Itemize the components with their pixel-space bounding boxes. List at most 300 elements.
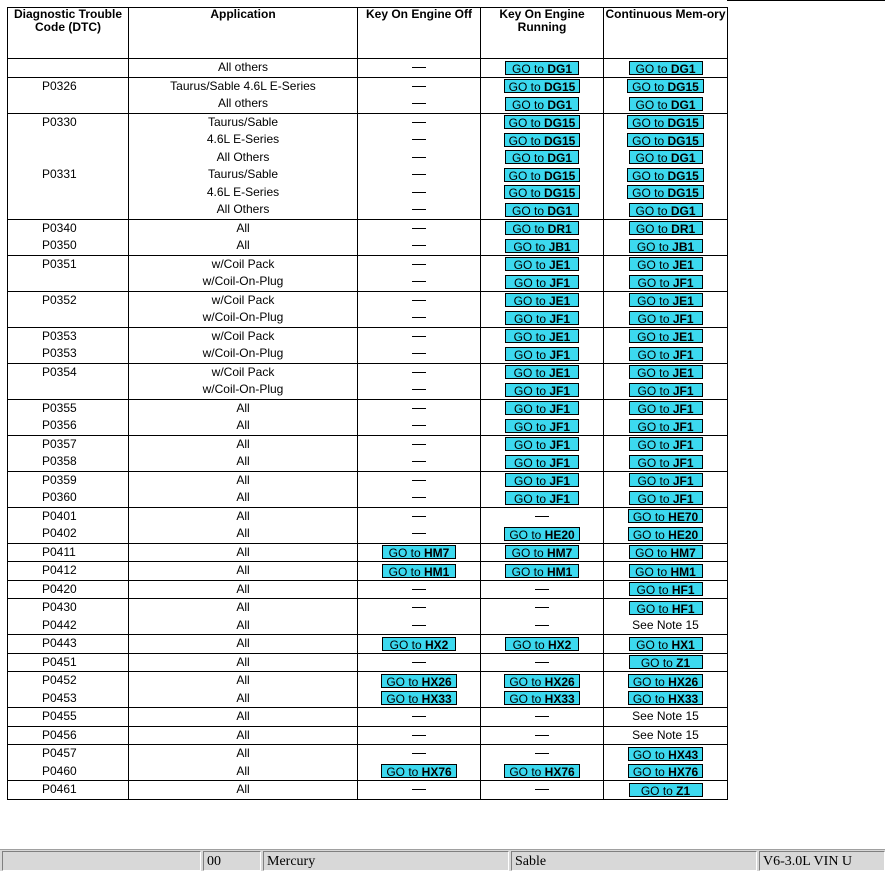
cell-line — [604, 617, 727, 635]
application-cell — [129, 653, 358, 672]
table-row — [8, 708, 728, 727]
go-to-link[interactable] — [629, 221, 703, 235]
dtc-code: P0461 — [42, 782, 77, 796]
go-to-link[interactable] — [628, 764, 703, 778]
dtc-code: P0355 — [42, 400, 77, 415]
go-prefix: GO to — [508, 133, 544, 148]
go-to-link[interactable] — [629, 601, 703, 615]
go-to-link[interactable] — [629, 564, 703, 578]
application-text: Taurus/Sable 4.6L E-Series — [170, 78, 316, 93]
dash-mark — [412, 209, 426, 210]
go-target: JF1 — [549, 474, 571, 489]
cell-line — [358, 345, 480, 363]
dash-mark — [412, 607, 426, 608]
go-target: JF1 — [672, 347, 694, 362]
dash-mark — [412, 533, 426, 534]
dtc-code: P0350 — [42, 238, 77, 252]
go-to-link[interactable] — [382, 637, 456, 651]
cell-line — [604, 400, 727, 418]
go-to-link[interactable] — [629, 419, 703, 433]
cell-line — [481, 525, 603, 543]
koer-cell — [481, 435, 604, 471]
cell-line — [481, 345, 603, 363]
go-prefix: GO to — [632, 674, 669, 689]
table-row — [8, 77, 728, 113]
go-to-link[interactable] — [504, 674, 579, 688]
cell-line — [358, 328, 480, 346]
application-cell — [129, 562, 358, 581]
cell-line — [604, 273, 727, 291]
cell-line — [481, 309, 603, 327]
dash-mark — [412, 139, 426, 140]
application-text: All — [236, 436, 250, 451]
koeo-cell — [358, 327, 481, 363]
application-text: Taurus/Sable — [207, 114, 279, 129]
dash-mark — [412, 461, 426, 462]
go-prefix: GO to — [637, 330, 673, 345]
go-to-link[interactable] — [505, 564, 579, 578]
cell-line — [358, 562, 480, 580]
dtc-code: P0331 — [42, 167, 77, 181]
koer-cell — [481, 59, 604, 78]
cell-line — [358, 599, 480, 617]
cell-line — [604, 472, 727, 490]
go-target: DR1 — [547, 222, 572, 237]
go-target: JE1 — [672, 258, 694, 273]
go-to-link[interactable] — [629, 257, 703, 271]
application-text: w/Coil Pack — [211, 328, 275, 343]
dash-mark — [412, 67, 426, 68]
go-to-link[interactable] — [505, 221, 579, 235]
go-target: JF1 — [549, 438, 571, 453]
go-to-link[interactable] — [629, 150, 703, 164]
dtc-cell — [8, 726, 129, 745]
go-target: HX26 — [544, 674, 575, 689]
application-text: w/Coil Pack — [211, 364, 275, 379]
application-text: All — [236, 526, 250, 540]
status-field-make: Mercury — [263, 851, 509, 871]
go-to-link[interactable] — [629, 383, 703, 397]
cell-line — [604, 763, 727, 781]
cell-line — [358, 78, 480, 96]
cell-line — [481, 417, 603, 435]
go-target: JF1 — [672, 419, 694, 434]
go-prefix: GO to — [509, 692, 545, 707]
dash-mark — [412, 300, 426, 301]
table-row — [8, 580, 728, 599]
cell-line — [481, 436, 603, 454]
go-target: JF1 — [549, 275, 571, 290]
go-to-link[interactable] — [505, 329, 579, 343]
table-row — [8, 507, 728, 543]
go-target: HE70 — [668, 510, 699, 525]
cell-line — [358, 544, 480, 562]
go-to-link[interactable] — [628, 527, 703, 541]
cell-line — [358, 131, 480, 149]
go-to-link[interactable] — [505, 401, 579, 415]
header-continuous-memory: Continuous Mem-ory — [604, 8, 728, 59]
go-target: HX26 — [668, 674, 699, 689]
dtc-code: P0357 — [42, 436, 77, 451]
status-field-code: 00 — [203, 851, 261, 871]
dtc-code: P0402 — [42, 526, 77, 540]
go-to-link[interactable] — [505, 97, 579, 111]
koer-cell — [481, 219, 604, 255]
go-to-link[interactable] — [629, 455, 703, 469]
go-to-link[interactable] — [505, 275, 579, 289]
go-prefix: GO to — [640, 656, 677, 671]
cell-line — [481, 781, 603, 799]
go-to-link[interactable] — [629, 203, 703, 217]
continuous-memory-cell — [604, 562, 728, 581]
application-cell — [129, 580, 358, 599]
dtc-code: P0330 — [42, 114, 77, 129]
go-target: HX76 — [668, 765, 699, 780]
go-to-link[interactable] — [629, 311, 703, 325]
continuous-memory-cell — [604, 255, 728, 291]
go-to-link[interactable] — [505, 545, 579, 559]
koer-cell — [481, 507, 604, 543]
dash-mark — [412, 753, 426, 754]
cell-line — [604, 184, 727, 202]
koeo-cell — [358, 471, 481, 507]
go-target: HX76 — [544, 765, 575, 780]
cell-line — [358, 525, 480, 543]
go-prefix: GO to — [511, 61, 548, 76]
cell-line — [358, 220, 480, 238]
go-to-link[interactable] — [504, 527, 579, 541]
continuous-memory-cell — [604, 781, 728, 800]
cell-line — [481, 95, 603, 113]
go-prefix: GO to — [637, 474, 673, 489]
go-to-link[interactable] — [382, 545, 456, 559]
koeo-cell — [358, 59, 481, 78]
cell-line — [604, 78, 727, 96]
go-target: DG15 — [667, 80, 699, 95]
dash-mark — [412, 716, 426, 717]
go-to-link[interactable] — [628, 747, 703, 761]
dash-mark — [412, 103, 426, 104]
go-prefix: GO to — [508, 168, 544, 183]
application-cell — [129, 255, 358, 291]
go-to-link[interactable] — [381, 691, 456, 705]
cell-line — [604, 131, 727, 149]
dtc-code — [8, 381, 128, 399]
go-target: DG1 — [547, 97, 573, 112]
dtc-cell — [8, 113, 129, 219]
go-prefix: GO to — [637, 455, 673, 470]
continuous-memory-cell — [604, 219, 728, 255]
go-to-link[interactable] — [629, 473, 703, 487]
go-to-link[interactable] — [504, 79, 581, 93]
go-prefix: GO to — [636, 601, 672, 616]
dtc-code: P0451 — [42, 654, 77, 669]
go-target: JF1 — [672, 474, 694, 489]
cell-line — [481, 131, 603, 149]
go-target: JF1 — [672, 455, 694, 470]
go-to-link[interactable] — [629, 401, 703, 415]
dtc-cell — [8, 77, 129, 113]
go-to-link[interactable] — [505, 257, 579, 271]
go-to-link[interactable] — [629, 365, 703, 379]
go-to-link[interactable] — [504, 764, 579, 778]
go-target: HM7 — [424, 546, 450, 561]
go-to-link[interactable] — [504, 115, 581, 129]
koer-cell — [481, 781, 604, 800]
application-text: All — [236, 418, 250, 432]
go-to-link[interactable] — [505, 203, 579, 217]
go-to-link[interactable] — [505, 365, 579, 379]
go-to-link[interactable] — [627, 133, 704, 147]
cell-line — [358, 672, 480, 690]
dtc-cell — [8, 745, 129, 781]
go-to-link[interactable] — [505, 311, 579, 325]
table-row — [8, 435, 728, 471]
go-to-link[interactable] — [505, 491, 579, 505]
go-target: HM1 — [670, 564, 696, 579]
go-prefix: GO to — [513, 402, 550, 417]
go-prefix: GO to — [509, 527, 545, 542]
cell-line — [604, 166, 727, 184]
go-to-link[interactable] — [504, 691, 579, 705]
go-prefix: GO to — [508, 80, 544, 95]
dtc-code: P0356 — [42, 418, 77, 432]
go-prefix: GO to — [389, 637, 425, 652]
go-target: HM1 — [424, 564, 450, 579]
go-prefix: GO to — [511, 151, 548, 166]
status-field-model: Sable — [511, 851, 757, 871]
go-target: DG15 — [543, 186, 576, 201]
dash-mark — [412, 317, 426, 318]
application-text: All — [236, 544, 250, 559]
dash-mark — [412, 425, 426, 426]
application-text: w/Coil Pack — [211, 256, 275, 271]
go-target: DR1 — [671, 222, 696, 237]
cell-line — [358, 617, 480, 635]
dash-mark — [412, 789, 426, 790]
go-prefix: GO to — [635, 203, 671, 218]
dash-mark — [535, 735, 549, 736]
cell-line — [604, 581, 727, 599]
go-target: JE1 — [548, 366, 571, 381]
go-target: HF1 — [671, 601, 695, 616]
application-cell — [129, 471, 358, 507]
dtc-code — [8, 59, 128, 77]
dtc-code: P0443 — [42, 636, 77, 650]
go-target: DG15 — [667, 133, 699, 148]
cell-line — [358, 59, 480, 77]
application-cell — [129, 59, 358, 78]
koeo-cell — [358, 507, 481, 543]
go-to-link[interactable] — [627, 185, 704, 199]
go-prefix: GO to — [640, 783, 677, 798]
go-to-link[interactable] — [629, 491, 703, 505]
koeo-cell — [358, 219, 481, 255]
go-to-link[interactable] — [629, 347, 703, 361]
go-to-link[interactable] — [505, 437, 579, 451]
go-prefix: GO to — [513, 311, 550, 326]
go-to-link[interactable] — [629, 275, 703, 289]
go-to-link[interactable] — [505, 473, 579, 487]
dtc-cell — [8, 562, 129, 581]
table-row — [8, 781, 728, 800]
go-to-link[interactable] — [629, 437, 703, 451]
go-to-link[interactable] — [629, 545, 703, 559]
go-to-link[interactable] — [629, 239, 703, 253]
cell-line — [604, 256, 727, 274]
go-to-link[interactable] — [628, 691, 703, 705]
go-target: JF1 — [549, 419, 571, 434]
status-bar — [0, 849, 885, 871]
application-cell — [129, 77, 358, 113]
go-to-link[interactable] — [629, 97, 703, 111]
cell-line — [358, 184, 480, 202]
go-target: JE1 — [672, 366, 694, 381]
go-target: DG15 — [543, 116, 576, 131]
go-to-link[interactable] — [629, 655, 703, 669]
go-to-link[interactable] — [504, 185, 581, 199]
go-to-link[interactable] — [629, 783, 703, 797]
go-to-link[interactable] — [381, 674, 456, 688]
go-to-link[interactable] — [505, 293, 579, 307]
go-prefix: GO to — [636, 239, 673, 254]
go-to-link[interactable] — [628, 509, 703, 523]
application-text: w/Coil-On-Plug — [202, 346, 284, 360]
dtc-code: P0442 — [42, 617, 77, 632]
go-to-link[interactable] — [627, 115, 704, 129]
dash-mark — [412, 336, 426, 337]
dtc-code: P0452 — [42, 673, 77, 687]
cell-line — [481, 472, 603, 490]
table-row — [8, 327, 728, 363]
dtc-cell — [8, 219, 129, 255]
go-target: DG1 — [670, 61, 696, 76]
continuous-memory-cell — [604, 471, 728, 507]
application-cell — [129, 113, 358, 219]
application-cell — [129, 291, 358, 327]
go-target: JB1 — [672, 239, 695, 254]
go-prefix: GO to — [632, 133, 668, 148]
dtc-cell — [8, 471, 129, 507]
cell-line — [358, 708, 480, 726]
application-text: All — [236, 763, 250, 778]
koer-cell — [481, 599, 604, 635]
dtc-code: P0351 — [42, 256, 77, 271]
go-prefix: GO to — [635, 151, 671, 166]
application-text: All — [236, 490, 250, 504]
cell-line — [358, 727, 480, 745]
go-to-link[interactable] — [382, 564, 456, 578]
go-to-link[interactable] — [505, 383, 579, 397]
dtc-code: P0456 — [42, 727, 77, 742]
dtc-cell — [8, 59, 129, 78]
go-to-link[interactable] — [505, 455, 579, 469]
table-row — [8, 255, 728, 291]
dtc-table-body — [8, 59, 728, 800]
go-prefix: GO to — [637, 383, 673, 398]
go-target: JF1 — [672, 311, 694, 326]
cell-line — [358, 166, 480, 184]
go-to-link[interactable] — [505, 61, 579, 75]
table-row — [8, 635, 728, 654]
dash-mark — [535, 753, 549, 754]
dtc-code: P0453 — [42, 690, 77, 705]
go-target: HM1 — [547, 564, 573, 579]
cell-line — [604, 745, 727, 763]
cell-line — [481, 708, 603, 726]
go-prefix: GO to — [632, 186, 668, 201]
go-to-link[interactable] — [505, 150, 579, 164]
cell-line — [481, 727, 603, 745]
go-prefix: GO to — [513, 455, 550, 470]
cell-line — [358, 654, 480, 672]
go-to-link[interactable] — [629, 582, 703, 596]
continuous-memory-cell — [604, 745, 728, 781]
application-text: All — [236, 654, 250, 669]
go-prefix: GO to — [513, 347, 550, 362]
go-target: Z1 — [676, 783, 691, 798]
go-to-link[interactable] — [381, 764, 456, 778]
go-target: JF1 — [672, 491, 694, 506]
go-prefix: GO to — [388, 564, 424, 579]
cell-line — [604, 525, 727, 543]
go-to-link[interactable] — [629, 637, 703, 651]
koeo-cell — [358, 255, 481, 291]
go-prefix: GO to — [635, 546, 671, 561]
cell-line — [358, 453, 480, 471]
dtc-code: P0353 — [42, 346, 77, 360]
cell-line — [604, 544, 727, 562]
cell-line — [481, 599, 603, 617]
cell-line — [481, 562, 603, 580]
go-to-link[interactable] — [627, 79, 704, 93]
application-text: All — [236, 472, 250, 487]
go-target: HX33 — [421, 692, 452, 707]
dash-mark — [412, 589, 426, 590]
dtc-code: P0430 — [42, 600, 77, 614]
go-to-link[interactable] — [505, 347, 579, 361]
dash-mark — [412, 245, 426, 246]
go-prefix: GO to — [508, 186, 544, 201]
application-text: Taurus/Sable — [207, 167, 279, 181]
dash-mark — [412, 192, 426, 193]
go-to-link[interactable] — [629, 61, 703, 75]
dash-mark — [535, 789, 549, 790]
cell-line — [604, 328, 727, 346]
application-text: All — [236, 690, 250, 705]
continuous-memory-cell — [604, 635, 728, 654]
go-to-link[interactable] — [504, 168, 581, 182]
continuous-memory-cell — [604, 327, 728, 363]
cell-line — [481, 59, 603, 77]
go-to-link[interactable] — [505, 239, 579, 253]
table-row — [8, 543, 728, 562]
go-prefix: GO to — [637, 294, 673, 309]
go-to-link[interactable] — [629, 329, 703, 343]
continuous-memory-cell — [604, 543, 728, 562]
go-to-link[interactable] — [628, 674, 703, 688]
go-to-link[interactable] — [505, 419, 579, 433]
go-to-link[interactable] — [504, 133, 581, 147]
go-target: DG15 — [543, 80, 576, 95]
application-cell — [129, 726, 358, 745]
go-to-link[interactable] — [505, 637, 579, 651]
koeo-cell — [358, 599, 481, 635]
go-to-link[interactable] — [629, 293, 703, 307]
go-to-link[interactable] — [627, 168, 704, 182]
go-prefix: GO to — [632, 510, 669, 525]
application-text: All — [236, 454, 250, 468]
